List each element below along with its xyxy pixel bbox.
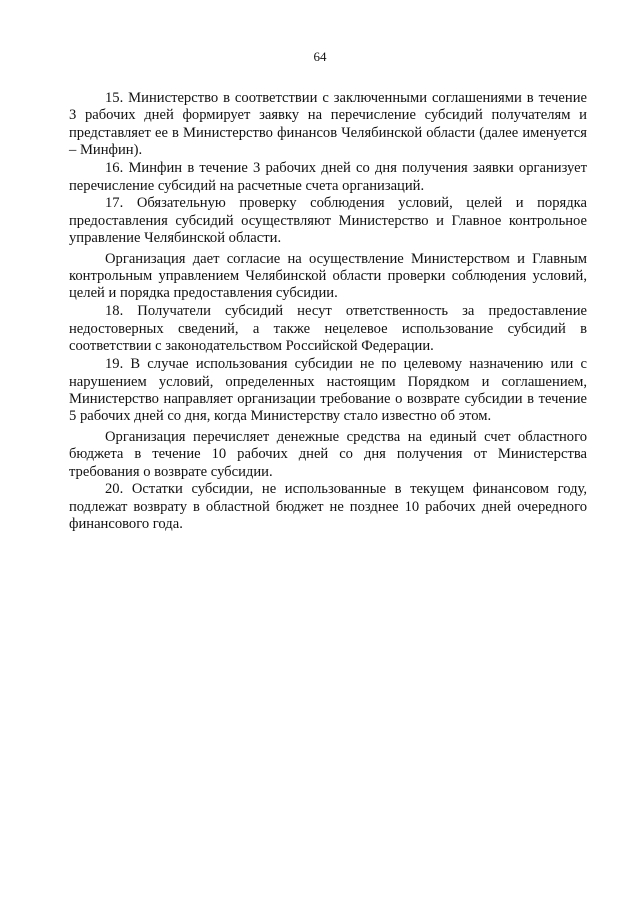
document-body <box>69 90 587 534</box>
page-number: 64 <box>313 49 327 64</box>
paragraph-15: 15. Министерство в соответствии с заключенными соглашениями в течение 3 рабочих дней формирует заявку на перечисление субсидий получателям и представляет ее в Министерство финансов Челябинской области (далее именуется – Минфин). <box>69 90 587 159</box>
paragraph-16: 16. Минфин в течение 3 рабочих дней со дня получения заявки организует перечисление субсидий на расчетные счета организаций. <box>69 160 587 194</box>
paragraph-17: 17. Обязательную проверку соблюдения условий, целей и порядка предоставления субсидий осуществляют Министерство и Главное контрольное управление Челябинской области. <box>69 195 587 247</box>
paragraph-18: 18. Получатели субсидий несут ответственность за предоставление недостоверных сведений, а также нецелевое использование субсидий в соответствии с законодательством Российской Федерации. <box>69 303 587 355</box>
paragraph-20: 20. Остатки субсидии, не использованные в текущем финансовом году, подлежат возврату в областной бюджет не позднее 10 рабочих дней очередного финансового года. <box>69 481 587 533</box>
paragraph-17-consent: Организация дает согласие на осуществление Министерством и Главным контрольным управлением Челябинской области проверки соблюдения условий, целей и порядка предоставления субсидии. <box>69 250 587 302</box>
paragraph-19-refund: Организация перечисляет денежные средства на единый счет областного бюджета в течение 10 рабочих дней со дня получения от Министерства требования о возврате субсидии. <box>69 428 587 480</box>
paragraph-19: 19. В случае использования субсидии не по целевому назначению или с нарушением условий, определенных настоящим Порядком и соглашением, Министерство направляет организации требование о возврате субсидии в течение 5 рабочих дней со дня, когда Министерству стало известно об этом. <box>69 356 587 425</box>
